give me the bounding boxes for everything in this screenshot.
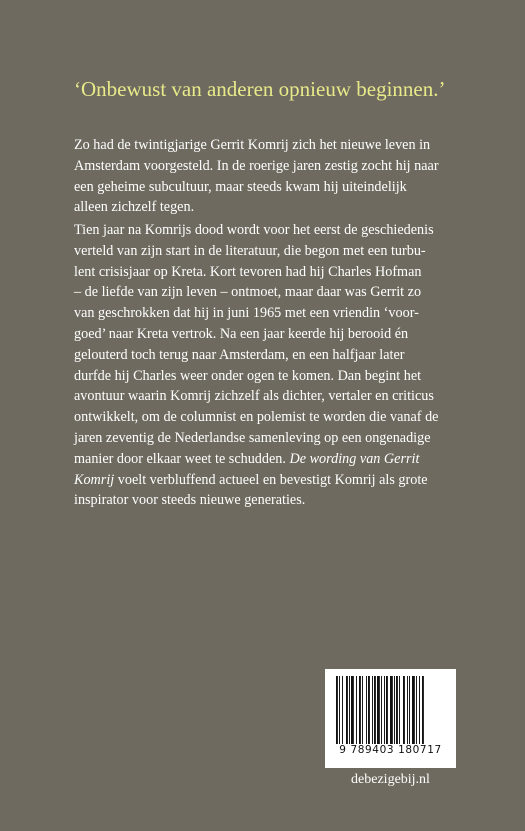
- barcode-bar: [351, 676, 354, 744]
- barcode-bar: [346, 676, 348, 744]
- text-line: avontuur waarin Komrij zichzelf als dichter, vertaler en criticus: [74, 388, 434, 405]
- barcode-bar: [359, 676, 361, 744]
- text-line: van geschrokken dat hij in juni 1965 met een vriendin ‘voor-: [74, 305, 419, 322]
- text-line: jaren zeventig de Nederlandse samenleving op een ongenadige: [74, 429, 431, 446]
- barcode-bar: [377, 676, 380, 744]
- body-paragraph: [74, 220, 474, 511]
- text-line: een geheime subcultuur, maar steeds kwam hij uiteindelijk: [74, 178, 407, 195]
- text-fragment: voelt verbluffend actueel en bevestigt Komrij als grote: [117, 471, 428, 488]
- barcode-icon: [335, 676, 446, 744]
- barcode-bar: [342, 676, 343, 744]
- barcode-bar: [403, 676, 405, 744]
- barcode-bar: [381, 676, 382, 744]
- text-line: alleen zichzelf tegen.: [74, 199, 195, 216]
- pull-quote: ‘Onbewust van anderen opnieuw beginnen.’: [74, 77, 446, 101]
- barcode-bar: [384, 676, 385, 744]
- barcode-bar: [422, 676, 424, 744]
- text-line: Tien jaar na Komrijs dood wordt voor het eerst de geschiedenis: [74, 222, 434, 238]
- barcode-bar: [362, 676, 363, 744]
- barcode-bar: [407, 676, 408, 744]
- barcode-bar: [399, 676, 400, 744]
- barcode-bar: [390, 676, 393, 744]
- text-line: Zo had de twintigjarige Gerrit Komrij zich het nieuwe leven in: [74, 137, 431, 153]
- text-line: [74, 449, 474, 470]
- barcode-bar: [394, 676, 395, 744]
- barcode-bar: [356, 676, 357, 744]
- barcode-bar: [349, 676, 350, 744]
- text-line: gelouterd toch terug naar Amsterdam, en een halfjaar later: [74, 346, 405, 363]
- barcode-bar: [368, 676, 370, 744]
- text-fragment: manier door elkaar weet te schudden.: [74, 450, 286, 467]
- text-line: durfde hij Charles weer onder ogen te komen. Dan begint het: [74, 367, 422, 384]
- barcode: [325, 669, 456, 768]
- barcode-bar: [396, 676, 398, 744]
- barcode-bar: [386, 676, 388, 744]
- text-line: ontwikkelt, om de columnist en polemist te worden die vanaf de: [74, 409, 439, 426]
- text-line: lent crisisjaar op Kreta. Kort tevoren had hij Charles Hofman: [74, 263, 422, 280]
- barcode-bar: [374, 676, 376, 744]
- book-title: De wording van Gerrit: [289, 450, 420, 467]
- text-line: verteld van zijn start in de literatuur, die begon met een turbu-: [74, 242, 426, 259]
- barcode-bar: [372, 676, 373, 744]
- text-line: [74, 470, 474, 491]
- barcode-bar: [416, 676, 417, 744]
- barcode-bar: [412, 676, 415, 744]
- text-line: inspirator voor steeds nieuwe generaties.: [74, 492, 306, 509]
- barcode-bar: [366, 676, 367, 744]
- barcode-bar: [336, 676, 338, 744]
- book-title: Komrij: [74, 471, 115, 488]
- barcode-bar: [419, 676, 420, 744]
- publisher-website: debezigebij.nl: [351, 772, 430, 787]
- isbn-number: 9 789403 180717: [339, 744, 442, 756]
- text-line: Amsterdam voorgesteld. In de roerige jaren zestig zocht hij naar: [74, 157, 439, 174]
- intro-paragraph: [74, 135, 474, 218]
- barcode-bar: [339, 676, 340, 744]
- text-line: – de liefde van zijn leven – ontmoet, maar daar was Gerrit zo: [74, 284, 422, 301]
- text-line: goed’ naar Kreta vertrok. Na een jaar keerde hij berooid én: [74, 325, 409, 342]
- barcode-bar: [409, 676, 410, 744]
